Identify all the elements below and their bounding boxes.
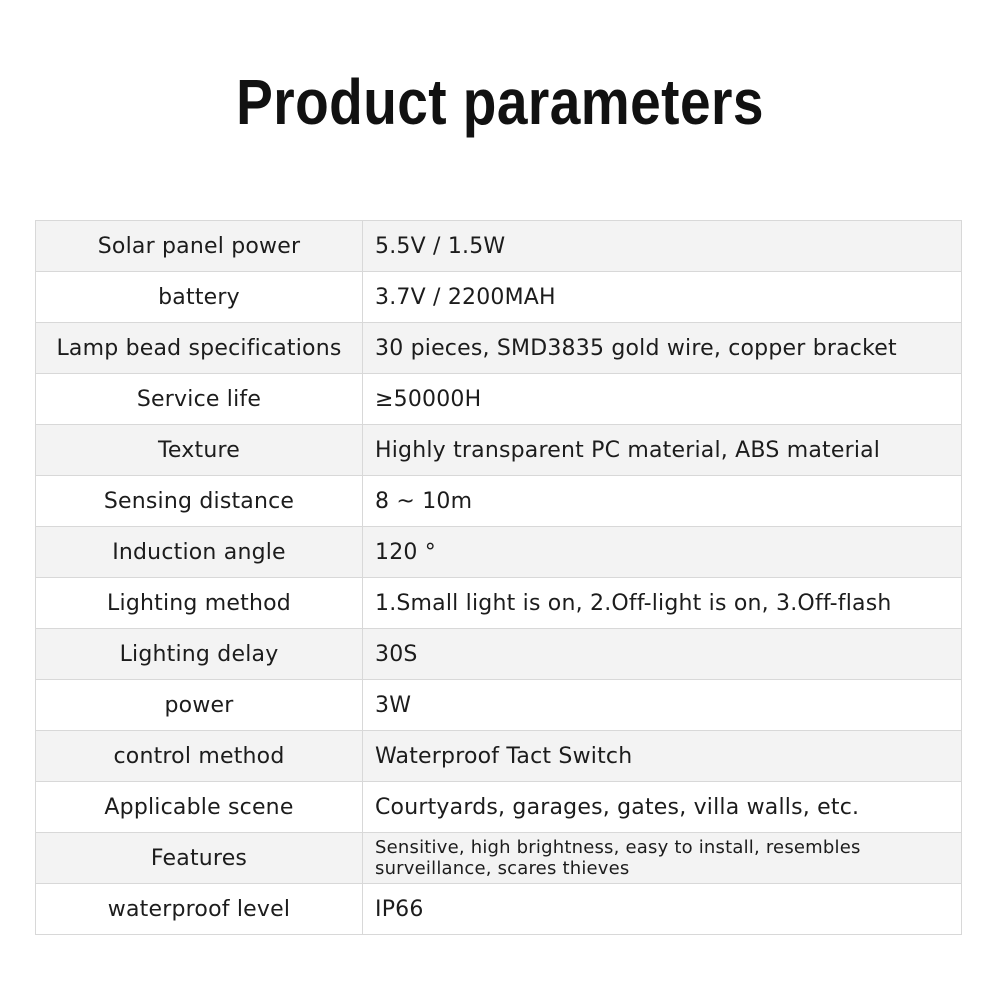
table-row <box>36 272 962 323</box>
row-label: Lighting delay <box>36 629 363 680</box>
row-label: Induction angle <box>36 527 363 578</box>
table-row <box>36 221 962 272</box>
row-label: Lamp bead specifications <box>36 323 363 374</box>
table-row <box>36 476 962 527</box>
row-label: Features <box>36 833 363 884</box>
table-row <box>36 323 962 374</box>
row-label: Sensing distance <box>36 476 363 527</box>
row-label: waterproof level <box>36 884 363 935</box>
row-label: Applicable scene <box>36 782 363 833</box>
table-row <box>36 425 962 476</box>
row-value: Highly transparent PC material, ABS material <box>363 425 962 476</box>
table-row <box>36 527 962 578</box>
row-label: Service life <box>36 374 363 425</box>
table-row <box>36 884 962 935</box>
row-value: 3W <box>363 680 962 731</box>
row-value: Sensitive, high brightness, easy to install, resembles surveillance, scares thieves <box>363 833 962 884</box>
table-row <box>36 374 962 425</box>
row-value: IP66 <box>363 884 962 935</box>
table-row <box>36 629 962 680</box>
table-row <box>36 680 962 731</box>
page-title: Product parameters <box>236 66 764 138</box>
row-value: ≥50000H <box>363 374 962 425</box>
row-label: Lighting method <box>36 578 363 629</box>
row-label: Solar panel power <box>36 221 363 272</box>
row-value: Courtyards, garages, gates, villa walls, etc. <box>363 782 962 833</box>
row-value: 5.5V / 1.5W <box>363 221 962 272</box>
row-value: 3.7V / 2200MAH <box>363 272 962 323</box>
row-label: power <box>36 680 363 731</box>
row-value: 30S <box>363 629 962 680</box>
table-row <box>36 578 962 629</box>
table-row <box>36 731 962 782</box>
row-value: 120 ° <box>363 527 962 578</box>
row-label: Texture <box>36 425 363 476</box>
table-row <box>36 833 962 884</box>
row-value: 1.Small light is on, 2.Off-light is on, 3.Off-flash <box>363 578 962 629</box>
table-row <box>36 782 962 833</box>
parameters-table <box>35 220 962 935</box>
row-label: control method <box>36 731 363 782</box>
row-label: battery <box>36 272 363 323</box>
row-value: Waterproof Tact Switch <box>363 731 962 782</box>
row-value: 8 ~ 10m <box>363 476 962 527</box>
row-value: 30 pieces, SMD3835 gold wire, copper bracket <box>363 323 962 374</box>
